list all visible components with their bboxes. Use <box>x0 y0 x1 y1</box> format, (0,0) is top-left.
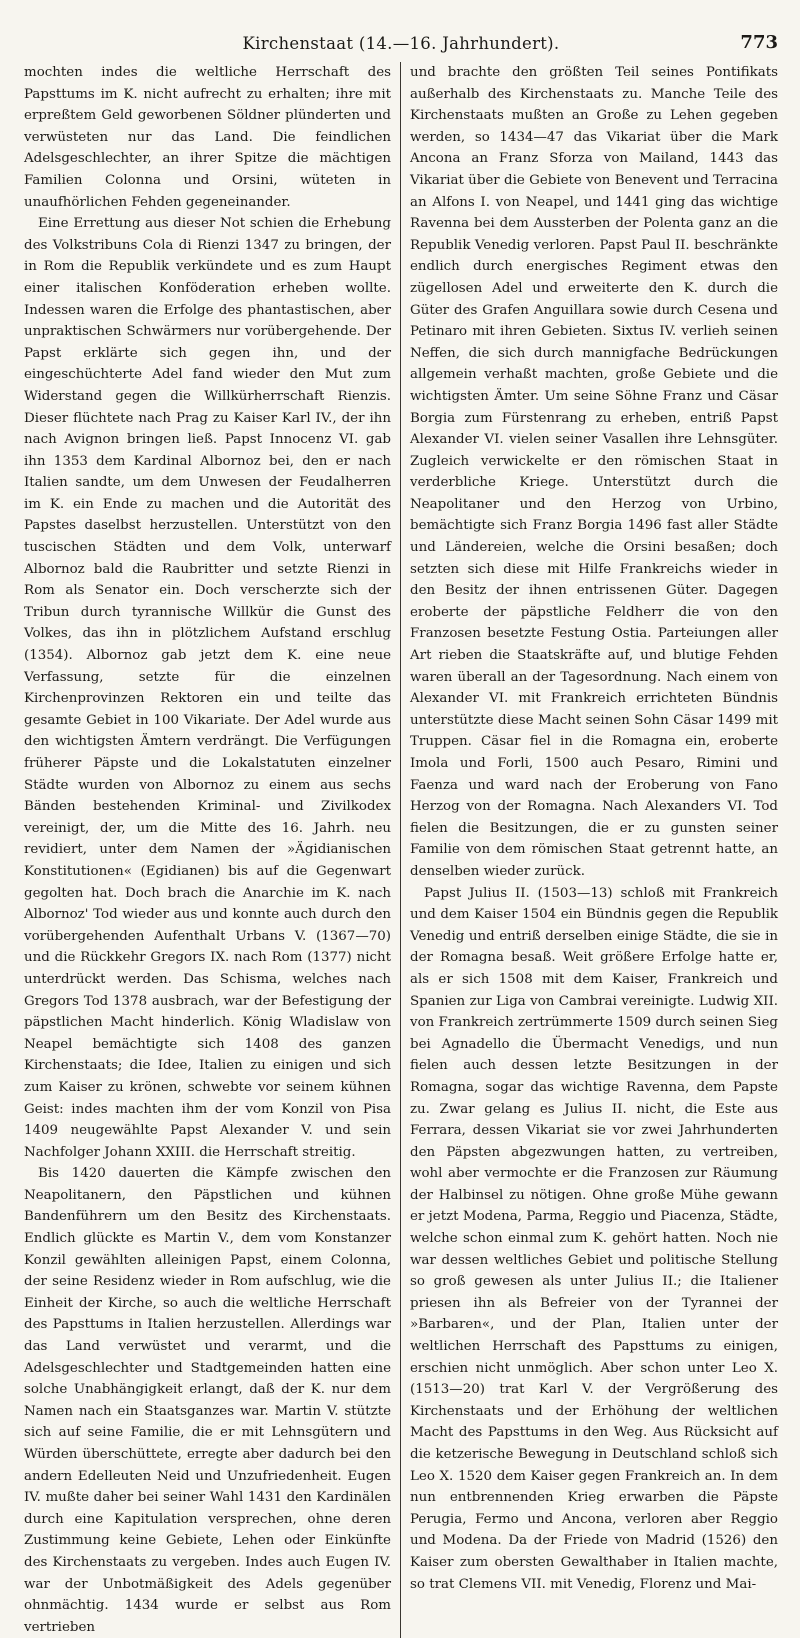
right-column <box>401 62 778 1638</box>
paragraph: Bis 1420 dauerten die Kämpfe zwischen den Neapolitanern, den Päpstlichen und kühnen Bandenführern um den Besitz des Kirchenstaats. Endlich glückte es Martin V., dem vom Konstanzer Konzil gewählten alleinigen Papst, einem Colonna, der seine Residenz wieder in Rom aufschlug, wie die Einheit der Kirche, so auch die weltliche Herrschaft des Papsttums in Italien herzustellen. Allerdings war das Land verwüstet und verarmt, und die Adelsgeschlechter und Stadtgemeinden hatten eine solche Unabhängigkeit erlangt, daß der K. nur dem Namen nach ein Staatsganzes war. Martin V. stützte sich auf seine Familie, die er mit Lehnsgütern und Würden überschüttete, erregte aber dadurch bei den andern Edelleuten Neid und Unzufriedenheit. Eugen IV. mußte daher bei seiner Wahl 1431 den Kardinälen durch eine Kapitulation versprechen, ohne deren Zustimmung keine Gebiete, Lehen oder Einkünfte des Kirchenstaats zu vergeben. Indes auch Eugen IV. war der Unbotmäßigkeit des Adels gegenüber ohnmächtig. 1434 wurde er selbst aus Rom vertrieben <box>24 1166 391 1635</box>
left-column <box>24 62 401 1638</box>
page-number: 773 <box>740 32 778 53</box>
page-header <box>24 26 778 62</box>
running-head: Kirchenstaat (14.—16. Jahrhundert). <box>242 34 560 53</box>
paragraph: Eine Errettung aus dieser Not schien die Erhebung des Volkstribuns Cola di Rienzi 1347 zu bringen, der in Rom die Republik verkündete und es zum Haupt einer italischen Konföderation erheben wollte. Indessen waren die Erfolge des phantastischen, aber unpraktischen Schwärmers nur vorübergehende. Der Papst erklärte sich gegen ihn, und der eingeschüchterte Adel fand wieder den Mut zum Widerstand gegen die Willkürherrschaft Rienzis. Dieser flüchtete nach Prag zu Kaiser Karl IV., der ihn nach Avignon bringen ließ. Papst Innocenz VI. gab ihn 1353 dem Kardinal Albornoz bei, den er nach Italien sandte, um dem Unwesen der Feudalherren im K. ein Ende zu machen und die Autorität des Papstes daselbst herzustellen. Unterstützt von den tuscischen Städten und dem Volk, unterwarf Albornoz bald die Raubritter und setzte Rienzi in Rom als Senator ein. Doch verscherzte sich der Tribun durch tyrannische Willkür die Gunst des Volkes, das ihn in plötzlichem Aufstand erschlug (1354). Albornoz gab jetzt dem K. eine neue Verfassung, setzte für die einzelnen Kirchenprovinzen Rektoren ein und teilte das gesamte Gebiet in 100 Vikariate. Der Adel wurde aus den wichtigsten Ämtern verdrängt. Die Verfügungen früherer Päpste und die Lokalstatuten einzelner Städte wurden von Albornoz zu einem aus sechs Bänden bestehenden Kriminal- und Zivilkodex vereinigt, der, um die Mitte des 16. Jahrh. neu revidiert, unter dem Namen der »Ägidianischen Konstitutionen« (Egidianen) bis auf die Gegenwart gegolten hat. Doch brach die Anarchie im K. nach Albornoz' Tod wieder aus und konnte auch durch den vorübergehenden Aufenthalt Urbans V. (1367—70) und die Rückkehr Gregors IX. nach Rom (1377) nicht unterdrückt werden. Das Schisma, welches nach Gregors Tod 1378 ausbrach, war der Befestigung der päpstlichen Macht hinderlich. König Wladislaw von Neapel bemächtigte sich 1408 des ganzen Kirchenstaats; die Idee, Italien zu einigen und sich zum Kaiser zu krönen, schwebte vor seinem kühnen Geist: indes machten ihm der vom Konzil von Pisa 1409 neugewählte Papst Alexander V. und sein Nachfolger Johann XXIII. die Herrschaft streitig. <box>24 216 391 1160</box>
paragraph: und brachte den größten Teil seines Pontifikats außerhalb des Kirchenstaats zu. Manche Teile des Kirchenstaats mußten an Große zu Lehen gegeben werden, so 1434—47 das Vikariat über die Mark Ancona an Franz Sforza von Mailand, 1443 das Vikariat über die Gebiete von Benevent und Terracina an Alfons I. von Neapel, und 1441 ging das wichtige Ravenna bei dem Aussterben der Polenta ganz an die Republik Venedig verloren. Papst Paul II. beschränkte endlich durch energisches Regiment etwas den zügellosen Adel und erweiterte den K. durch die Güter des Grafen Anguillara sowie durch Cesena und Petinaro mit ihren Gebieten. Sixtus IV. verlieh seinen Neffen, die sich durch mannigfache Bedrückungen allgemein verhaßt machten, große Gebiete und die wichtigsten Ämter. Um seine Söhne Franz und Cäsar Borgia zum Fürstenrang zu erheben, entriß Papst Alexander VI. vielen seiner Vasallen ihre Lehnsgüter. Zugleich verwickelte er den römischen Staat in verderbliche Kriege. Unterstützt durch die Neapolitaner und den Herzog von Urbino, bemächtigte sich Franz Borgia 1496 fast aller Städte und Ländereien, welche die Orsini besaßen; doch setzten sich diese mit Hilfe Frankreichs wieder in den Besitz der ihnen entrissenen Güter. Dagegen eroberte der päpstliche Feldherr die von den Franzosen besetzte Festung Ostia. Parteiungen aller Art rieben die Staatskräfte auf, und blutige Fehden waren überall an der Tagesordnung. Nach einem von Alexander VI. mit Frankreich errichteten Bündnis unterstützte diese Macht seinen Sohn Cäsar 1499 mit Truppen. Cäsar fiel in die Romagna ein, eroberte Imola und Forli, 1500 auch Pesaro, Rimini und Faenza und ward nach der Eroberung von Fano Herzog von der Romagna. Nach Alexanders VI. Tod fielen die Besitzungen, die er zu gunsten seiner Familie von dem römischen Staat getrennt hatte, an denselben wieder zurück. <box>410 65 778 879</box>
text-columns <box>24 62 778 1638</box>
paragraph: Papst Julius II. (1503—13) schloß mit Frankreich und dem Kaiser 1504 ein Bündnis gegen die Republik Venedig und entriß derselben einige Städte, die sie in der Romagna besaß. Weit größere Erfolge hatte er, als er sich 1508 mit dem Kaiser, Frankreich und Spanien zur Liga von Cambrai vereinigte. Ludwig XII. von Frankreich zertrümmerte 1509 durch seinen Sieg bei Agnadello die Übermacht Venedigs, und nun fielen auch dessen letzte Besitzungen in der Romagna, sogar das wichtige Ravenna, dem Papste zu. Zwar gelang es Julius II. nicht, die Este aus Ferrara, dessen Vikariat sie vor zwei Jahrhunderten den Päpsten abgezwungen hatten, zu vertreiben, wohl aber vermochte er die Franzosen zur Räumung der Halbinsel zu nötigen. Ohne große Mühe gewann er jetzt Modena, Parma, Reggio und Piacenza, Städte, welche schon einmal zum K. gehört hatten. Noch nie war dessen weltliches Gebiet und politische Stellung so groß gewesen als unter Julius II.; die Italiener priesen ihn als Befreier von der Tyrannei der »Barbaren«, und der Plan, Italien unter der weltlichen Herrschaft des Papsttums zu einigen, erschien nicht unmöglich. Aber schon unter Leo X. (1513—20) trat Karl V. der Vergrößerung des Kirchenstaats und der Erhöhung der weltlichen Macht des Papsttums in den Weg. Aus Rücksicht auf die ketzerische Bewegung in Deutschland schloß sich Leo X. 1520 dem Kaiser gegen Frankreich an. In dem nun entbrennenden Krieg erwarben die Päpste Perugia, Fermo und Ancona, verloren aber Reggio und Modena. Da der Friede von Madrid (1526) den Kaiser zum obersten Gewalthaber in Italien machte, so trat Clemens VII. mit Venedig, Florenz und Mai- <box>410 885 778 1592</box>
paragraph: mochten indes die weltliche Herrschaft des Papsttums im K. nicht aufrecht zu erhalten; ihre mit erpreßtem Geld geworbenen Söldner plünderten und verwüsteten nur das Land. Die feindlichen Adelsgeschlechter, an ihrer Spitze die mächtigen Familien Colonna und Orsini, wüteten in unaufhörlichen Fehden gegeneinander. <box>24 65 391 210</box>
